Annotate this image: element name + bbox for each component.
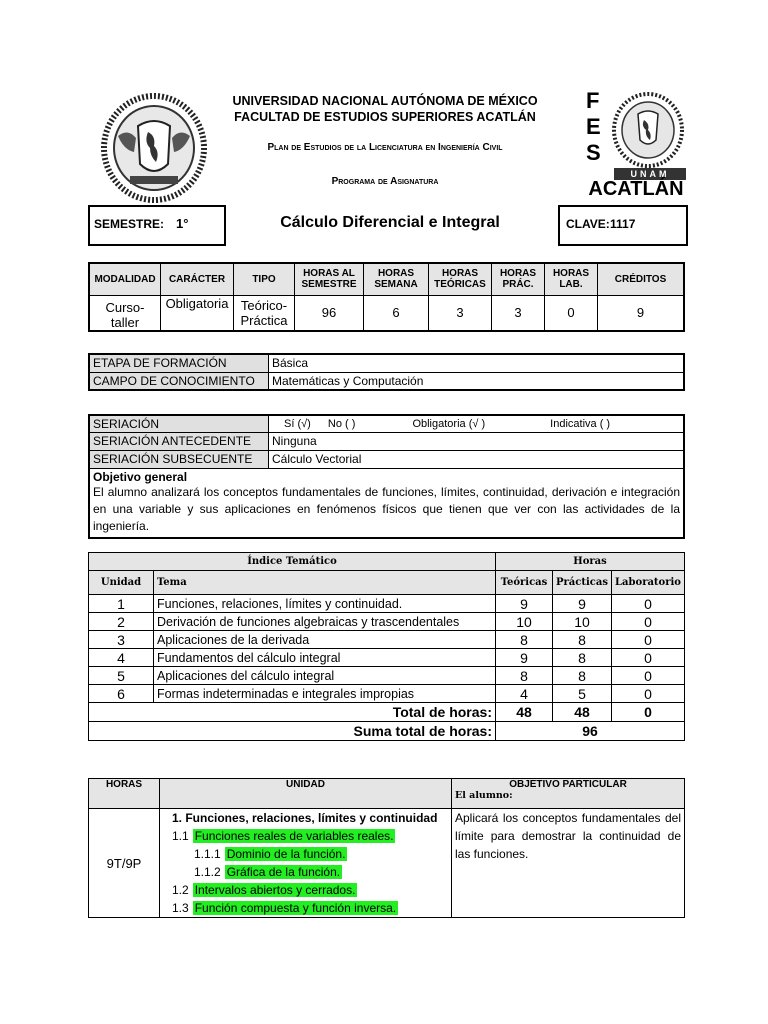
- etapa-row: [89, 354, 684, 372]
- antecedente-value: Ninguna: [269, 432, 685, 450]
- unam-seal-logo: [100, 92, 208, 204]
- subsecuente-label: SERIACIÓN SUBSECUENTE: [89, 450, 269, 468]
- clave-box: [558, 205, 688, 246]
- university-name: UNIVERSIDAD NACIONAL AUTÓNOMA DE MÉXICO: [232, 94, 538, 108]
- summary-header-cell: CRÉDITOS: [598, 263, 685, 295]
- indice-teoricas: 4: [496, 685, 553, 703]
- summary-value-cell: 3: [492, 295, 545, 331]
- campo-value: Matemáticas y Computación: [269, 372, 685, 390]
- faculty-name: FACULTAD DE ESTUDIOS SUPERIORES ACATLÁN: [234, 110, 536, 124]
- indice-tema: Aplicaciones de la derivada: [154, 631, 496, 649]
- detalle-items: [172, 827, 448, 917]
- indice-row: [89, 649, 685, 667]
- seriacion-label: SERIACIÓN: [89, 415, 269, 432]
- indice-unidad: 2: [89, 613, 154, 631]
- indice-practicas: 8: [553, 631, 612, 649]
- summary-header-cell: CARÁCTER: [161, 263, 234, 295]
- plan-title: Plan de Estudios de la Licenciatura en Ingeniería Civil: [267, 142, 503, 153]
- detalle-header-row: [89, 779, 685, 809]
- detalle-item: [172, 827, 448, 845]
- indice-tema: Fundamentos del cálculo integral: [154, 649, 496, 667]
- seriacion-row: [89, 415, 684, 432]
- detalle-item-number: 1.1.2: [194, 865, 221, 879]
- indice-tema: Funciones, relaciones, límites y continuidad.: [154, 595, 496, 613]
- fes-letters: F E S: [586, 88, 601, 165]
- summary-header-cell: HORAS PRÁC.: [492, 263, 545, 295]
- antecedente-row: [89, 432, 684, 450]
- summary-value-cell: Curso-taller: [89, 295, 161, 331]
- summary-value-cell: 6: [364, 295, 429, 331]
- etapa-table: [88, 353, 685, 391]
- detalle-row: [89, 809, 685, 918]
- fes-seal-icon: [610, 90, 686, 170]
- total-row: [89, 703, 685, 722]
- seriacion-no: No ( ): [327, 417, 356, 430]
- summary-value-cell: 0: [545, 295, 598, 331]
- indice-header-row: [89, 571, 685, 595]
- semester-label: SEMESTRE:: [94, 217, 165, 231]
- semester-box: [88, 205, 226, 246]
- indice-teoricas: 9: [496, 595, 553, 613]
- indice-tema: Derivación de funciones algebraicas y trascendentales: [154, 613, 496, 631]
- detalle-unidad: [160, 809, 452, 918]
- detalle-item-number: 1.2: [172, 883, 189, 897]
- indice-lab: 0: [611, 667, 684, 685]
- indice-teoricas: 9: [496, 649, 553, 667]
- indice-horas: Horas: [496, 553, 685, 571]
- summary-header-cell: MODALIDAD: [89, 263, 161, 295]
- detalle-item: [172, 881, 448, 899]
- detalle-col-objetivo: [452, 779, 685, 809]
- seriacion-si: Sí (√): [284, 417, 311, 430]
- el-alumno: El alumno:: [455, 790, 513, 801]
- col-practicas: Prácticas: [553, 571, 612, 595]
- indice-tema: Aplicaciones del cálculo integral: [154, 667, 496, 685]
- total-teoricas: 48: [496, 703, 553, 722]
- total-lab: 0: [611, 703, 684, 722]
- objetivo-cell: [89, 468, 684, 538]
- summary-header-cell: TIPO: [234, 263, 295, 295]
- summary-header-cell: HORAS TEÓRICAS: [429, 263, 492, 295]
- summary-value-cell: Teórico-Práctica: [234, 295, 295, 331]
- antecedente-label: SERIACIÓN ANTECEDENTE: [89, 432, 269, 450]
- indice-lab: 0: [611, 685, 684, 703]
- col-tema: Tema: [154, 571, 496, 595]
- campo-label: CAMPO DE CONOCIMIENTO: [89, 372, 269, 390]
- seriacion-options: [269, 415, 685, 432]
- seriacion-table: [88, 414, 685, 539]
- summary-value-cell: 3: [429, 295, 492, 331]
- detalle-item-text: Función compuesta y función inversa.: [194, 901, 397, 915]
- col-laboratorio: Laboratorio: [611, 571, 684, 595]
- summary-table: [88, 262, 685, 332]
- summary-header-cell: HORAS SEMANA: [364, 263, 429, 295]
- detalle-objetivo: Aplicará los conceptos fundamentales del límite para demostrar la continuidad de las funciones.: [452, 809, 685, 918]
- indice-teoricas: 10: [496, 613, 553, 631]
- indice-teoricas: 8: [496, 631, 553, 649]
- summary-value-cell: 96: [295, 295, 364, 331]
- col-unidad: Unidad: [89, 571, 154, 595]
- indice-row: [89, 631, 685, 649]
- indice-teoricas: 8: [496, 667, 553, 685]
- indice-unidad: 1: [89, 595, 154, 613]
- detalle-item: [172, 863, 448, 881]
- detalle-horas: 9T/9P: [89, 809, 160, 918]
- clave-label: CLAVE:: [566, 217, 610, 231]
- detalle-objetivo-header: OBJETIVO PARTICULAR: [509, 779, 627, 790]
- objetivo-row: [89, 468, 684, 538]
- acatlan-wordmark: ACATLÁN: [588, 178, 684, 200]
- course-title: Cálculo Diferencial e Integral: [280, 214, 500, 231]
- suma-value: 96: [496, 722, 685, 741]
- indice-practicas: 8: [553, 649, 612, 667]
- indice-unidad: 4: [89, 649, 154, 667]
- total-practicas: 48: [553, 703, 612, 722]
- fes-acatlan-logo: [584, 88, 688, 200]
- summary-header-cell: HORAS LAB.: [545, 263, 598, 295]
- subsecuente-row: [89, 450, 684, 468]
- indice-row: [89, 613, 685, 631]
- detalle-unit-title: 1. Funciones, relaciones, límites y continuidad: [172, 811, 438, 825]
- indice-lab: 0: [611, 613, 684, 631]
- detalle-col-unidad: UNIDAD: [160, 779, 452, 809]
- program-title: Programa de Asignatura: [331, 176, 439, 187]
- campo-row: [89, 372, 684, 390]
- unam-band: UNAM: [614, 168, 686, 180]
- detalle-item-text: Gráfica de la función.: [226, 865, 341, 879]
- detalle-col-horas: HORAS: [89, 779, 160, 809]
- detalle-table: [88, 778, 685, 918]
- etapa-label: ETAPA DE FORMACIÓN: [89, 354, 269, 372]
- detalle-item-number: 1.1.1: [194, 847, 221, 861]
- clave-value: 1117: [610, 217, 636, 231]
- indice-row: [89, 667, 685, 685]
- seriacion-indicativa: Indicativa ( ): [550, 417, 611, 430]
- seriacion-obligatoria: Obligatoria (√ ): [412, 417, 486, 430]
- detalle-item: [172, 899, 448, 917]
- indice-tema: Formas indeterminadas e integrales impropias: [154, 685, 496, 703]
- objetivo-text: El alumno analizará los conceptos fundamentales de funciones, límites, continuidad, derivación e integración en una variable y sus aplicaciones en fenómenos físicos que tienen que ver con las actividades de la ingeniería.: [93, 484, 680, 533]
- semester-value: 1°: [176, 216, 189, 231]
- summary-value-cell: Obligatoria: [161, 295, 234, 331]
- indice-practicas: 8: [553, 667, 612, 685]
- indice-lab: 0: [611, 595, 684, 613]
- indice-practicas: 10: [553, 613, 612, 631]
- indice-unidad: 6: [89, 685, 154, 703]
- detalle-item-number: 1.1: [172, 829, 189, 843]
- summary-header-row: [89, 263, 684, 295]
- indice-lab: 0: [611, 631, 684, 649]
- summary-value-cell: 9: [598, 295, 685, 331]
- indice-lab: 0: [611, 649, 684, 667]
- indice-practicas: 9: [553, 595, 612, 613]
- indice-title-row: [89, 553, 685, 571]
- total-label: Total de horas:: [89, 703, 496, 722]
- summary-header-cell: HORAS AL SEMESTRE: [295, 263, 364, 295]
- detalle-item-text: Dominio de la función.: [226, 847, 346, 861]
- suma-row: [89, 722, 685, 741]
- detalle-item-text: Intervalos abiertos y cerrados.: [194, 883, 356, 897]
- detalle-item: [172, 845, 448, 863]
- indice-tematico-table: [88, 552, 685, 741]
- indice-row: [89, 595, 685, 613]
- detalle-item-text: Funciones reales de variables reales.: [194, 829, 394, 843]
- suma-label: Suma total de horas:: [89, 722, 496, 741]
- col-teoricas: Teóricas: [496, 571, 553, 595]
- detalle-item-number: 1.3: [172, 901, 189, 915]
- indice-practicas: 5: [553, 685, 612, 703]
- indice-unidad: 3: [89, 631, 154, 649]
- etapa-value: Básica: [269, 354, 685, 372]
- subsecuente-value: Cálculo Vectorial: [269, 450, 685, 468]
- indice-unidad: 5: [89, 667, 154, 685]
- objetivo-title: Objetivo general: [93, 469, 188, 484]
- indice-title: Índice Temático: [89, 553, 496, 571]
- summary-value-row: [89, 295, 684, 331]
- indice-row: [89, 685, 685, 703]
